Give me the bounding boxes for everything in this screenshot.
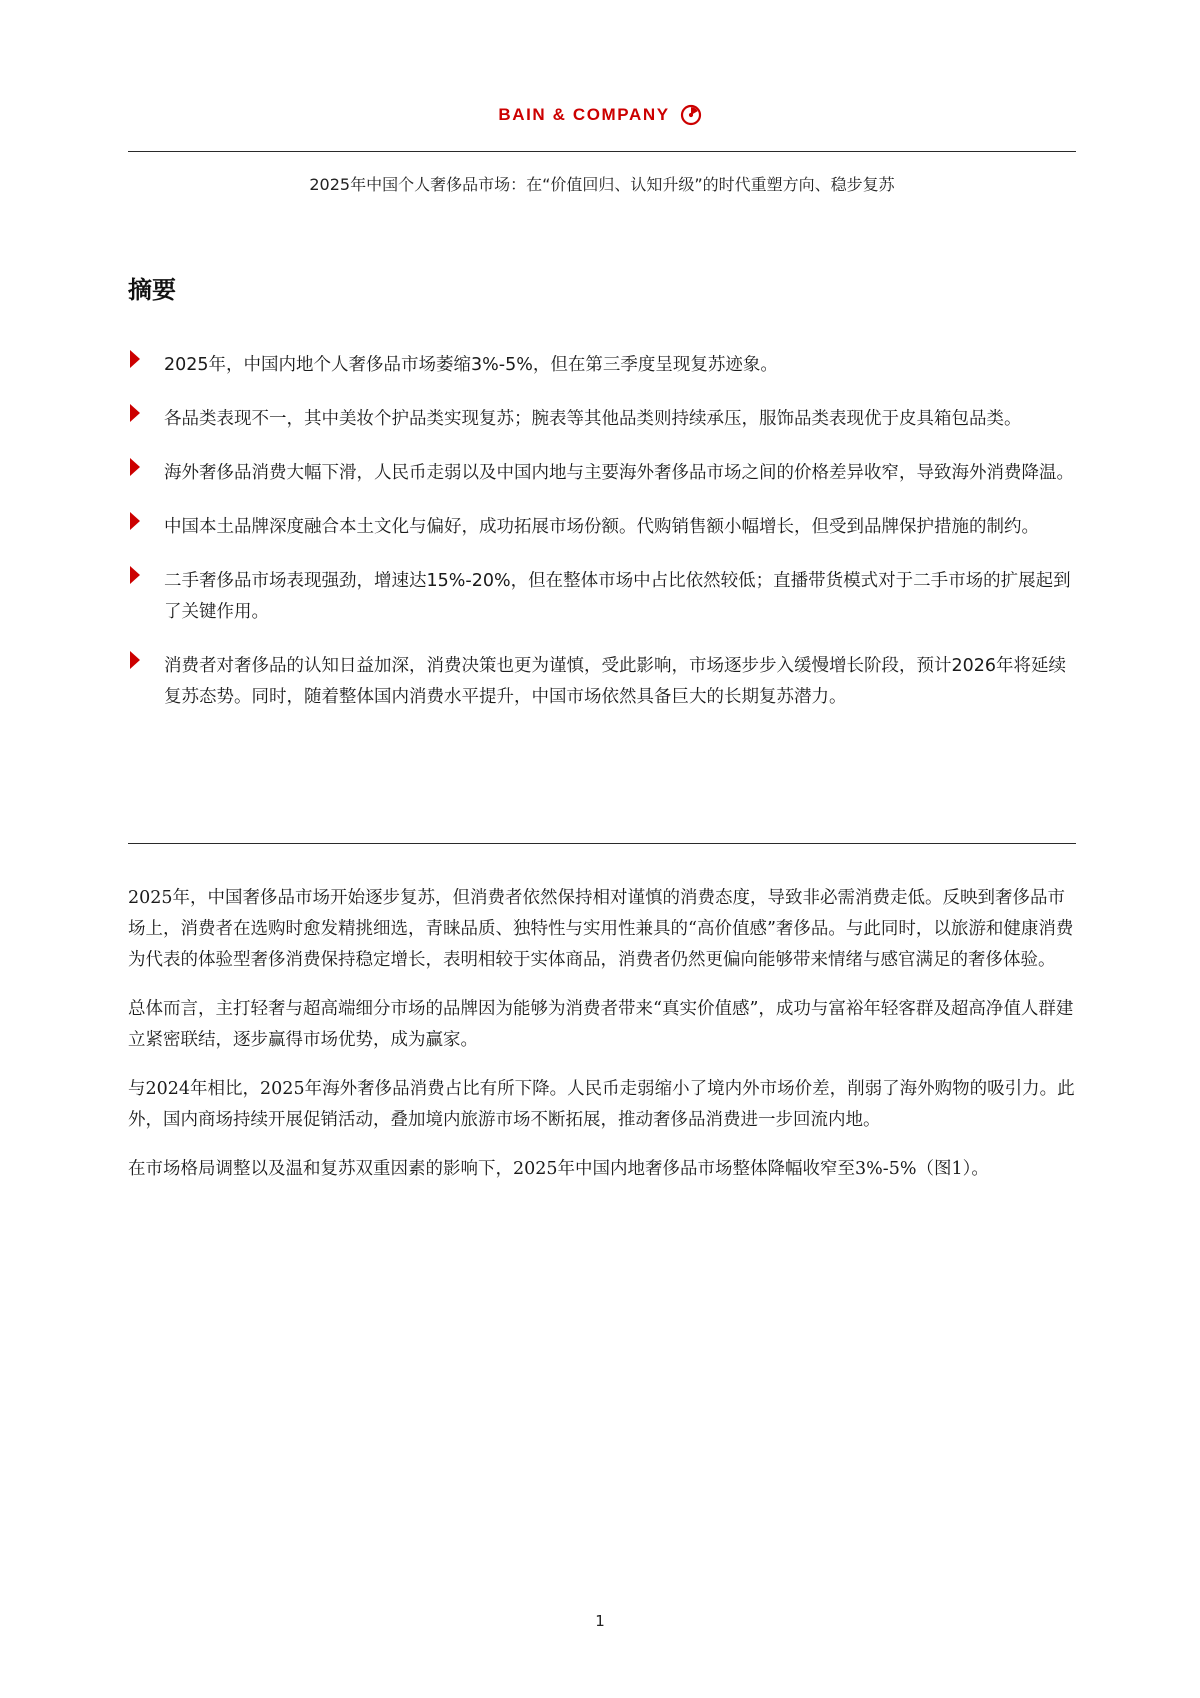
body-paragraph: 总体而言，主打轻奢与超高端细分市场的品牌因为能够为消费者带来“真实价值感”，成功与富裕年轻客群及超高净值人群建立紧密联结，逐步赢得市场优势，成为赢家。 bbox=[128, 999, 1074, 1050]
red-triangle-bullet-icon bbox=[130, 651, 140, 669]
body-paragraph: 与2024年相比，2025年海外奢侈品消费占比有所下降。人民币走弱缩小了境内外市场价差，削弱了海外购物的吸引力。此外，国内商场持续开展促销活动，叠加境内旅游市场不断拓展，推动奢侈品消费进一步回流内地。 bbox=[128, 1079, 1075, 1130]
red-triangle-bullet-icon bbox=[130, 512, 140, 530]
red-triangle-bullet-icon bbox=[130, 566, 140, 584]
summary-item-text: 各品类表现不一，其中美妆个护品类实现复苏；腕表等其他品类则持续承压，服饰品类表现优于皮具箱包品类。 bbox=[164, 409, 1022, 429]
summary-item-text: 二手奢侈品市场表现强劲，增速达15%-20%，但在整体市场中占比依然较低；直播带货模式对于二手市场的扩展起到了关键作用。 bbox=[164, 571, 1071, 622]
summary-item bbox=[128, 651, 1076, 713]
page-number: 1 bbox=[595, 1612, 605, 1630]
summary-heading: 摘要 bbox=[128, 276, 176, 304]
summary-item bbox=[128, 404, 1076, 435]
body-text bbox=[128, 883, 1076, 1203]
summary-item bbox=[128, 458, 1076, 489]
summary-list bbox=[128, 350, 1076, 736]
red-triangle-bullet-icon bbox=[130, 404, 140, 422]
summary-item-text: 消费者对奢侈品的认知日益加深，消费决策也更为谨慎，受此影响，市场逐步步入缓慢增长阶段，预计2026年将延续复苏态势。同时，随着整体国内消费水平提升，中国市场依然具备巨大的长期复苏潜力。 bbox=[164, 656, 1067, 707]
summary-item bbox=[128, 350, 1076, 381]
summary-item bbox=[128, 566, 1076, 628]
red-triangle-bullet-icon bbox=[130, 458, 140, 476]
bain-circle-logo-icon bbox=[680, 104, 702, 126]
body-paragraph: 在市场格局调整以及温和复苏双重因素的影响下，2025年中国内地奢侈品市场整体降幅收窄至3%-5%（图1）。 bbox=[128, 1159, 989, 1179]
body-paragraph: 2025年，中国奢侈品市场开始逐步复苏，但消费者依然保持相对谨慎的消费态度，导致非必需消费走低。反映到奢侈品市场上，消费者在选购时愈发精挑细选，青睐品质、独特性与实用性兼具的“高价值感”奢侈品。与此同时，以旅游和健康消费为代表的体验型奢侈消费保持稳定增长，表明相较于实体商品，消费者仍然更偏向能够带来情绪与感官满足的奢侈体验。 bbox=[128, 888, 1074, 970]
summary-divider bbox=[128, 843, 1076, 844]
summary-item-text: 海外奢侈品消费大幅下滑，人民币走弱以及中国内地与主要海外奢侈品市场之间的价格差异收窄，导致海外消费降温。 bbox=[164, 463, 1074, 483]
company-logo bbox=[0, 104, 1200, 126]
summary-item-text: 中国本土品牌深度融合本土文化与偏好，成功拓展市场份额。代购销售额小幅增长，但受到品牌保护措施的制约。 bbox=[164, 517, 1039, 537]
summary-item bbox=[128, 512, 1076, 543]
document-subtitle: 2025年中国个人奢侈品市场：在“价值回归、认知升级”的时代重塑方向、稳步复苏 bbox=[309, 175, 895, 194]
red-triangle-bullet-icon bbox=[130, 350, 140, 368]
logo-text: BAIN & COMPANY bbox=[498, 105, 670, 124]
summary-item-text: 2025年，中国内地个人奢侈品市场萎缩3%-5%，但在第三季度呈现复苏迹象。 bbox=[164, 355, 778, 375]
header-divider bbox=[128, 151, 1076, 152]
